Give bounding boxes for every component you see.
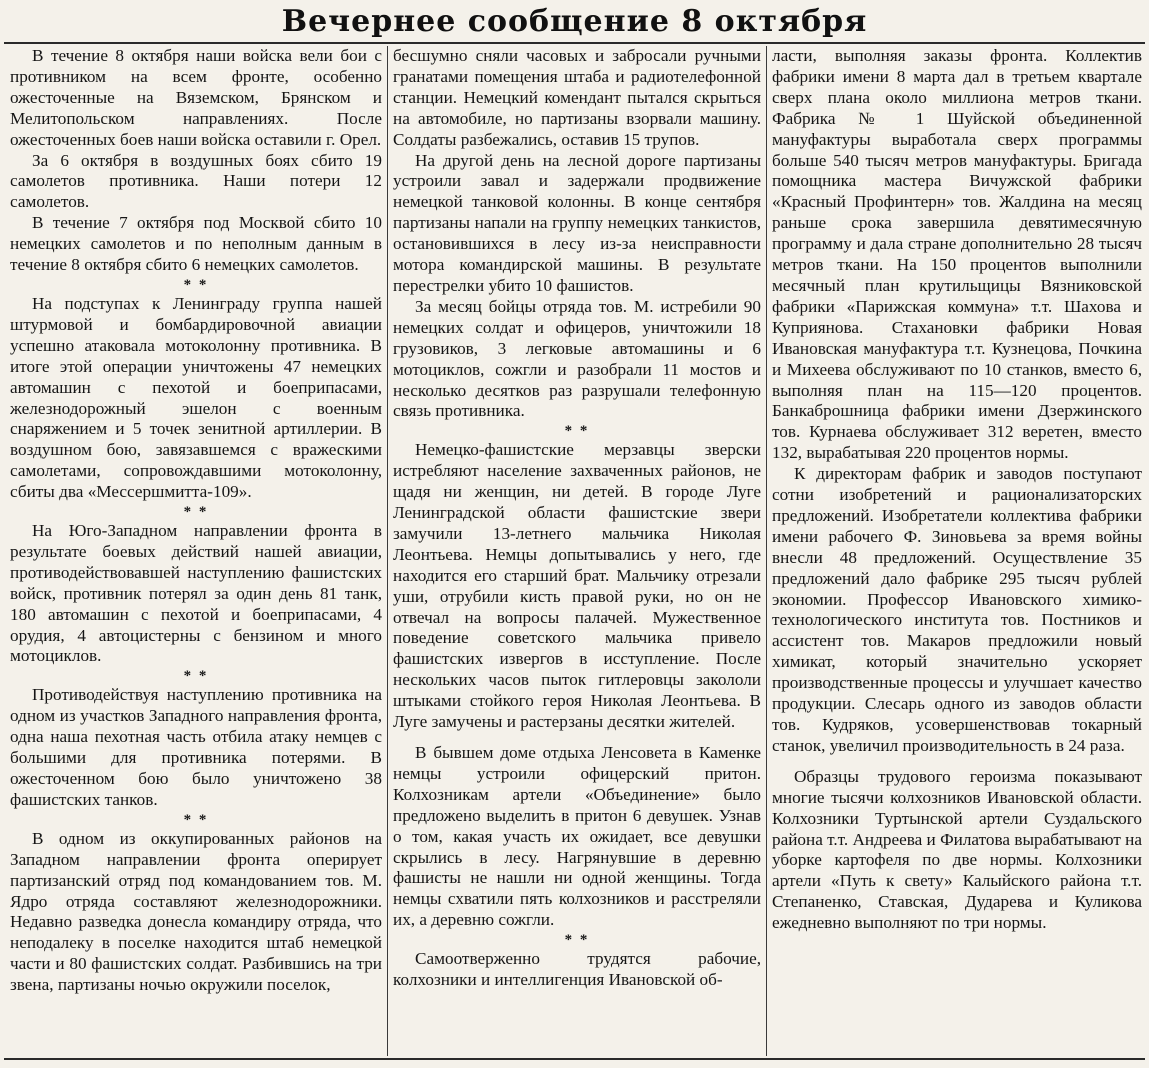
section-separator: * * <box>564 423 590 440</box>
paragraph: Самоотверженно трудятся рабочие, колхозники и интеллигенция Ивановской об- <box>393 949 761 990</box>
paragraph-gap <box>772 757 1142 767</box>
top-rule <box>4 42 1145 44</box>
paragraph: ласти, выполняя заказы фронта. Коллектив фабрики имени 8 марта дал в третьем квартале сверх плана около миллиона метров ткани. Фабрика № 1 Шуйской объединенной мануфактуры выработала сверх программы больше 540 тысяч метров мануфактуры. Бригада помощника мастера Вичужской фабрики «Красный Профинтерн» тов. Жалдина на месяц раньше срока завершила девятимесячную программу и дала стране дополнительно 28 тысяч метров ткани. На 150 процентов выполнили месячный план крутильщицы Вязниковской фабрики «Парижская коммуна» т.т. Шахова и Куприянова. Стахановки фабрики Новая Ивановская мануфактура т.т. Кузнецова, Почкина и Михеева обслуживают по 10 станков, вместо 6, выполняя план на 115—120 процентов. Банкаброшница фабрики имени Дзержинского тов. Курнаева обслуживает 312 веретен, вместо 132, вырабатывая 220 процентов нормы. <box>772 46 1142 463</box>
paragraph: Немецко-фашистские мерзавцы зверски истребляют население захваченных районов, не щадя ни женщин, ни детей. В городе Луге Ленинградской области фашистские звери замучили 13-летнего мальчика Николая Леонтьева. Немцы допытывались у него, где находится его старший брат. Мальчику отрезали уши, отрубили кисть правой руки, но он не отвечал на вопросы палачей. Мужественное поведение советского мальчика привело фашистских извергов в исступление. После нескольких часов пыток гитлеровцы закололи штыками стойкого героя Николая Леонтьева. В Луге замучены и растерзаны десятки жителей. <box>393 440 761 732</box>
column-2 <box>393 46 761 1056</box>
paragraph: бесшумно сняли часовых и забросали ручными гранатами помещения штаба и радиотелефонной станции. Немецкий комендант пытался скрыться на автомобиле, но партизаны взорвали машину. Солдаты разбежались, оставив 15 трупов. <box>393 46 761 149</box>
paragraph: На подступах к Ленинграду группа нашей штурмовой и бомбардировочной авиации успешно атаковала мотоколонну противника. В итоге этой операции уничтожены 47 немецких автомашин с пехотой и боеприпасами, железнодорожный эшелон с военным снаряжением и 5 точек зенитной артиллерии. В воздушном бою, завязавшемся с вражескими самолетами, сопровождавшими мотоколонну, сбиты два «Мессершмитта-109». <box>10 293 382 502</box>
paragraph: За месяц бойцы отряда тов. М. истребили 90 немецких солдат и офицеров, уничтожили 18 грузовиков, 3 легковые автомашины и 6 мотоциклов, сожгли и разобрали 11 мостов и несколько десятков раз разрушали телефонную связь противника. <box>393 296 761 421</box>
paragraph: В одном из оккупированных районов на Западном направлении фронта оперирует партизанский отряд под командованием тов. М. Ядро отряда составляют железнодорожники. Недавно разведка донесла командиру отряда, что неподалеку в поселке находится штаб немецкой части и 80 фашистских солдат. Разбившись на три звена, партизаны ночью окружили поселок, <box>10 828 382 995</box>
headline: Вечернее сообщение 8 октября <box>281 4 868 39</box>
paragraph: В течение 7 октября под Москвой сбито 10 немецких самолетов и по неполным данным в течение 8 октября сбито 6 немецких самолетов. <box>10 213 382 275</box>
section-separator: * * <box>183 276 209 293</box>
section-separator: * * <box>183 668 209 685</box>
paragraph: К директорам фабрик и заводов поступают сотни изобретений и рационализаторских предложений. Изобретатели коллектива фабрики имени рабочего Ф. Зиновьева за время войны внесли 48 предложений. Осуществление 35 предложений дало фабрике 295 тысяч рублей экономии. Профессор Ивановского химико-технологического института тов. Постников и ассистент тов. Макаров предложили новый химикат, который значительно ускоряет производственные процессы и улучшает качество продукции. Слесарь одного из заводов области тов. Кудряков, усовершенствовав токарный станок, увеличил производительность в 24 раза. <box>772 464 1142 755</box>
column-1 <box>10 46 382 1056</box>
section-separator: * * <box>183 811 209 828</box>
bottom-rule <box>4 1058 1145 1060</box>
column-divider <box>766 46 767 1056</box>
section-separator: * * <box>183 504 209 521</box>
paragraph: За 6 октября в воздушных боях сбито 19 самолетов противника. Наши потери 12 самолетов. <box>10 150 382 212</box>
column-divider <box>387 46 388 1056</box>
paragraph: Противодействуя наступлению противника на одном из участков Западного направления фронта, одна наша пехотная часть отбила атаку немцев с большими для противника потерями. В ожесточенном бою было уничтожено 38 фашистских танков. <box>10 685 382 809</box>
paragraph-gap <box>393 733 761 743</box>
paragraph: В течение 8 октября наши войска вели бои с противником на всем фронте, особенно ожесточенные на Вяземском, Брянском и Мелитопольском направлениях. После ожесточенных боев наши войска оставили г. Орел. <box>10 46 382 149</box>
paragraph: На Юго-Западном направлении фронта в результате боевых действий нашей авиации, противодействовавшей наступлению фашистских войск, противник потерял за один день 81 танк, 180 автомашин с пехотой и боеприпасами, 4 орудия, 4 автоцистерны с бензином и много мотоциклов. <box>10 521 382 666</box>
column-3 <box>772 46 1142 1056</box>
paragraph: В бывшем доме отдыха Ленсовета в Каменке немцы устроили офицерский притон. Колхозникам артели «Объединение» было предложено выделить в притон 6 девушек. Узнав о том, какая участь их ожидает, все девушки скрылись в лесу. Нагрянувшие в деревню фашисты не нашли ни одной женщины. Тогда немцы схватили пять колхозников и расстреляли их, а деревню сожгли. <box>393 743 761 930</box>
paragraph: Образцы трудового героизма показывают многие тысячи колхозников Ивановской области. Колхозники Туртынской артели Суздальского района т.т. Андреева и Филатова вырабатывают на уборке картофеля по две нормы. Колхозники артели «Путь к свету» Калыйского района т.т. Степаненко, Ставская, Дударева и Куликова ежедневно выполняют по три нормы. <box>772 766 1142 933</box>
paragraph: На другой день на лесной дороге партизаны устроили завал и задержали продвижение немецкой танковой колонны. В конце сентября партизаны напали на группу немецких танкистов, остановившихся в лесу из-за неисправности мотора командирской машины. В результате перестрелки убито 10 фашистов. <box>393 150 761 295</box>
section-separator: * * <box>564 932 590 949</box>
